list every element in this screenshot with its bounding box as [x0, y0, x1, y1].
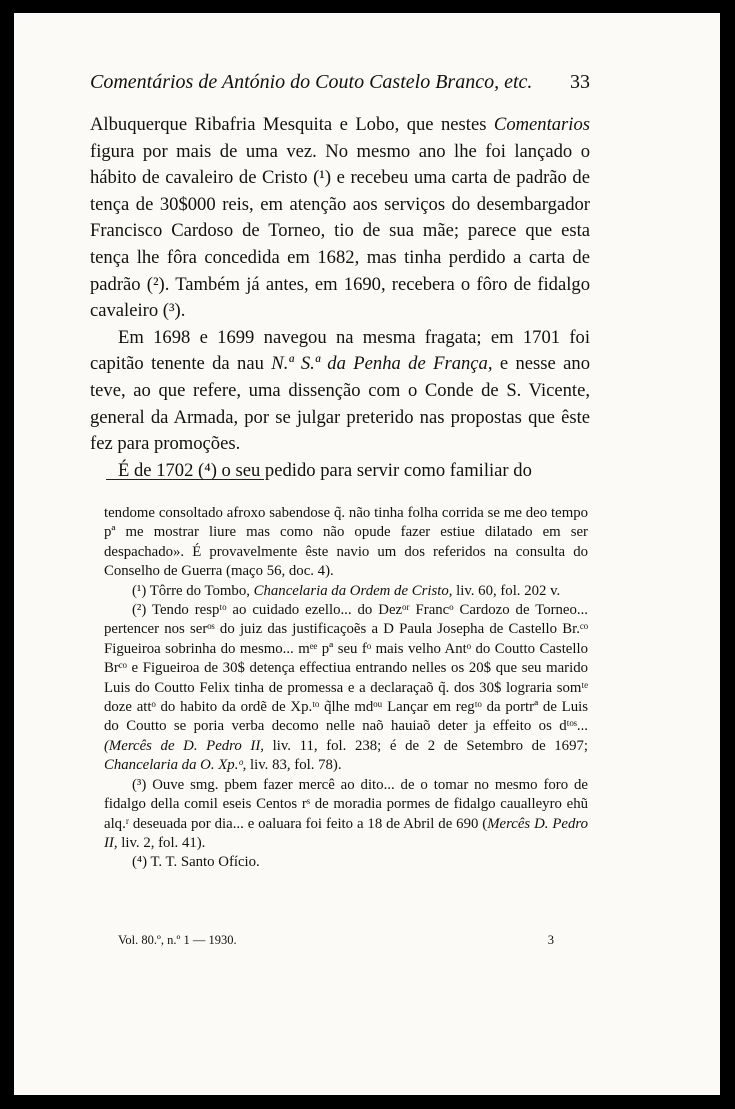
paragraph-2-emphasis: N.ª S.ª da Penha de França, — [271, 353, 493, 375]
footnote-3-part-a: (³) Ouve smg. pbem fazer mercê ao dito... de o tomar no mesmo foro de fidalgo della comil eseis Centos rˢ de moradia pormes de fidalgo caualleyro ehũ alq.ʳ deseuada por dia... e oaluara foi feito a 18 de Abril de 690 ( — [104, 776, 588, 832]
paragraph-2-part-b: e nesse ano teve, ao que refere, uma dissenção com o Conde de S. Vicente, general da Armada, por se julgar preterido nas propostas que êste fez para promoções. — [90, 353, 590, 455]
footnote-3-emphasis: Mercês D. Pedro II, — [104, 815, 588, 851]
footnote-2-part-a: (²) Tendo respᵗᵒ ao cuidado ezello... do Dezᵒʳ Francᵒ Cardozo de Torneo... pertencer nos serᵒˢ do juiz das justificaçoẽs a D Paula Josepha de Castello Br.ᶜᵒ Figueiroa sobrinha do mesmo... mᵉᵉ pª seu fᵒ mais velho Antᵒ do Coutto Castello Brᶜᵒ e Figueiroa de 30$ detença effectiua entrando nelles os 20$ que seu marido Luis do Coutto Felix tinha de promessa e a declaraçaõ q̃. dos 30$ lograria somᵗᵉ doze attᵒ do habito da ordẽ de Xp.ᵗᵒ q̃lhe mdᵒᵘ Lançar em regᵗᵒ da portrª de Luis do Coutto se poria verba decomo nelle naõ hauiaõ deter ja effeito os dᵗᵒˢ... — [104, 602, 588, 735]
paragraph-3: É de 1702 (⁴) o seu pedido para servir como familiar do — [118, 459, 532, 481]
signature-mark: 3 — [547, 933, 554, 947]
footnotes — [104, 504, 588, 873]
paragraph-1-part-b: figura por mais de uma vez. No mesmo ano lhe foi lançado o hábito de cavaleiro de Cristo (¹) e recebeu uma carta de padrão de tença de 30$000 reis, em atenção aos serviços do desembargador Francisco Cardoso de Torneo, tio de sua mãe; parece que esta tença lhe fôra concedida em 1682, mas tinha perdido a carta de padrão (²). Também já antes, em 1690, recebera o fôro de fidalgo cavaleiro (³). — [90, 140, 590, 322]
main-text — [90, 112, 590, 484]
footnote-4: (⁴) T. T. Santo Ofício. — [132, 854, 260, 871]
footnote-2-emphasis-1: (Mercês de D. Pedro II, — [104, 737, 264, 754]
footnote-3-part-b: liv. 2, fol. 41). — [117, 834, 206, 851]
footnote-1-part-b: liv. 60, fol. 202 v. — [452, 582, 561, 599]
running-header — [90, 71, 590, 94]
page-footer — [118, 933, 554, 948]
paragraph-2-part-a: Em 1698 e 1699 navegou na mesma fragata; em 1701 foi capitão tenente da nau — [90, 326, 590, 375]
footnote-1-emphasis: Chancelaria da Ordem de Cristo, — [253, 582, 453, 599]
footnote-separator — [106, 479, 264, 480]
footnote-1 — [104, 582, 588, 601]
paragraph-1 — [90, 112, 590, 325]
paragraph-1-emphasis: Comentarios — [493, 114, 590, 135]
footnote-1-part-a: (¹) Tôrre do Tombo, — [132, 582, 254, 599]
footnote-2-part-b: liv. 11, fol. 238; é de 2 de Setembro de 1697; — [263, 737, 588, 754]
footnote-3 — [104, 776, 588, 854]
footnote-2 — [104, 601, 588, 776]
footnote-2-part-c: liv. 83, fol. 78). — [246, 757, 342, 774]
footnote-continuation: tendome consoltado afroxo sabendose q̃. não tinha folha corrida se me deo tempo pª me mostrar liure mas como não opude fazer estiue dilatado em ser despachado». É provavelmente êste navio um dos referidos na consulta do Conselho de Guerra (maço 56, doc. 4). — [104, 505, 588, 580]
paragraph-1-part-a: Albuquerque Ribafria Mesquita e Lobo, que nestes — [90, 114, 494, 135]
running-title: Comentários de António do Couto Castelo Branco, etc. — [90, 71, 533, 93]
paragraph-2 — [90, 325, 590, 458]
footnote-2-emphasis-2: Chancelaria da O. Xp.ᵒ, — [104, 757, 247, 774]
volume-line: Vol. 80.º, n.º 1 — 1930. — [118, 933, 237, 947]
page — [14, 13, 720, 1095]
page-number: 33 — [570, 71, 590, 93]
